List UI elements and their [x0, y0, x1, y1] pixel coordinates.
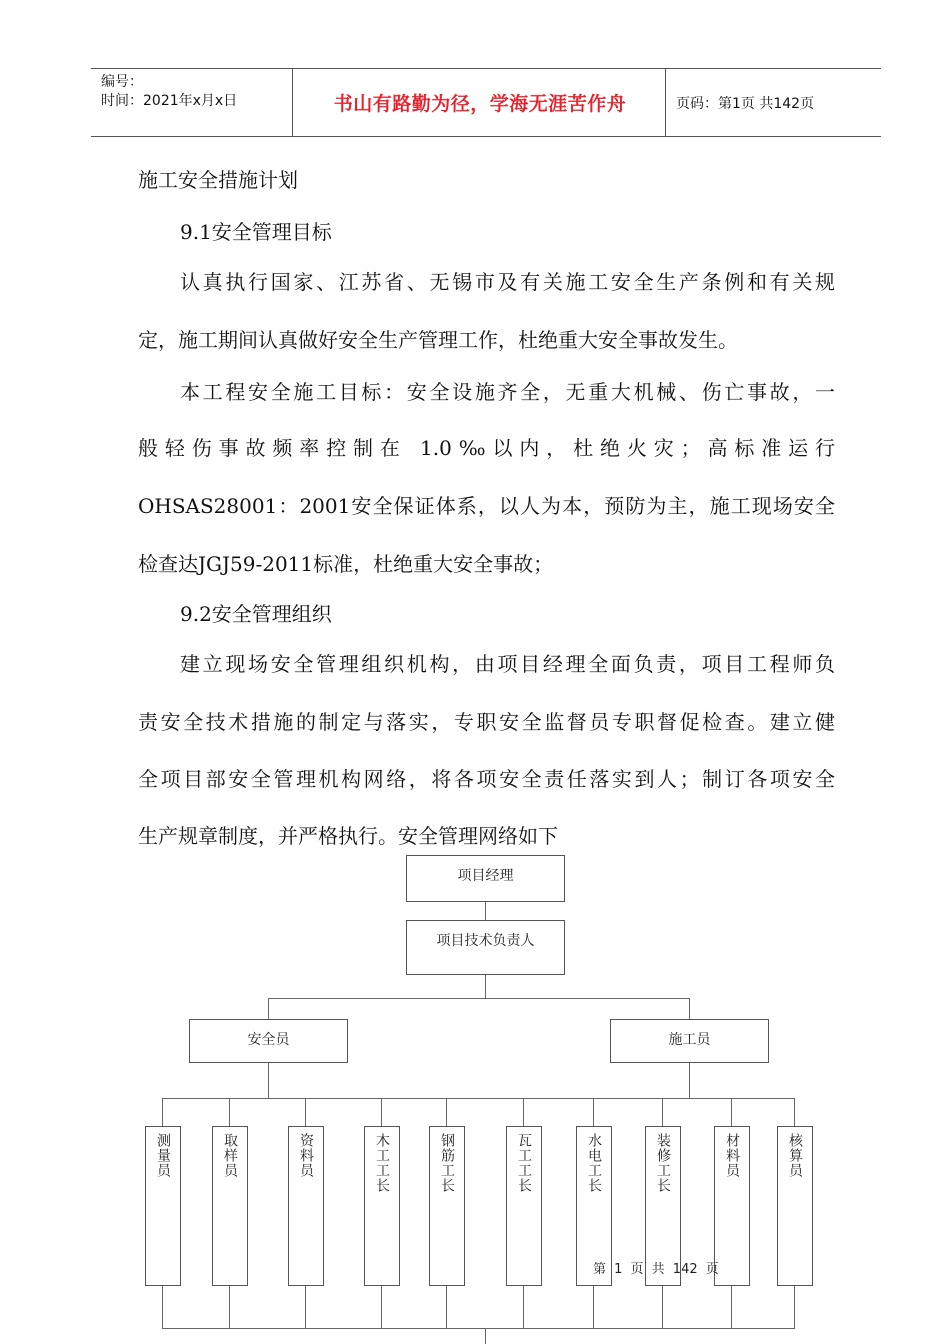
org-leaf-carpentry-foreman — [364, 1126, 400, 1286]
connector-line — [305, 1284, 306, 1328]
org-leaf-label: 水电工长 — [586, 1133, 602, 1193]
org-leaf-label: 装修工长 — [655, 1133, 671, 1193]
org-leaf-masonry-foreman — [506, 1126, 542, 1286]
page-header — [91, 68, 881, 137]
org-node-construction-officer — [610, 1019, 769, 1063]
connector-line — [229, 1098, 230, 1126]
org-leaf-label: 材料员 — [724, 1133, 740, 1178]
connector-line — [662, 1098, 663, 1126]
connector-line — [381, 1284, 382, 1328]
org-node-safety-officer — [189, 1019, 348, 1063]
header-divider — [292, 69, 293, 136]
org-leaf-rebar-foreman — [429, 1126, 465, 1286]
paragraph-line: OHSAS28001：2001安全保证体系，以人为本，预防为主，施工现场安全 — [138, 494, 835, 518]
org-leaf-label: 资料员 — [298, 1133, 314, 1178]
connector-line — [162, 1098, 163, 1126]
org-leaf-label: 测量员 — [155, 1133, 171, 1178]
header-meta — [101, 73, 237, 111]
header-page-info: 页码：第1页 共142页 — [676, 96, 815, 112]
paragraph-line: 全项目部安全管理机构网络，将各项安全责任落实到人；制订各项安全 — [138, 767, 835, 791]
connector-line — [523, 1284, 524, 1328]
connector-line — [162, 1098, 795, 1099]
paragraph-line: 生产规章制度，并严格执行。安全管理网络如下 — [138, 824, 558, 848]
connector-line — [446, 1098, 447, 1126]
connector-line — [268, 998, 269, 1019]
document-time: 时间：2021年x月x日 — [101, 93, 238, 109]
org-node-label: 项目经理 — [457, 868, 514, 884]
paragraph-line: 认真执行国家、江苏省、无锡市及有关施工安全生产条例和有关规 — [180, 270, 835, 294]
connector-line — [593, 1284, 594, 1328]
org-leaf-surveyor — [145, 1126, 181, 1286]
org-node-label: 安全员 — [247, 1032, 290, 1048]
org-leaf-label: 钢筋工长 — [439, 1133, 455, 1193]
connector-line — [794, 1098, 795, 1126]
paragraph-line: 般轻伤事故频率控制在 1.0‰以内，杜绝火灾；高标准运行 — [138, 436, 835, 460]
connector-line — [731, 1098, 732, 1126]
connector-line — [162, 1328, 795, 1329]
org-leaf-label: 取样员 — [222, 1133, 238, 1178]
org-leaf-documenter — [288, 1126, 324, 1286]
connector-line — [662, 1284, 663, 1328]
connector-line — [523, 1098, 524, 1126]
connector-line — [485, 1328, 486, 1344]
page-footer-number: 第 1 页 共 142 页 — [593, 1262, 719, 1277]
connector-line — [305, 1098, 306, 1126]
connector-line — [485, 974, 486, 998]
paragraph-line: 建立现场安全管理组织机构，由项目经理全面负责，项目工程师负 — [180, 652, 835, 676]
connector-line — [485, 901, 486, 920]
paragraph-line: 定，施工期间认真做好安全生产管理工作，杜绝重大安全事故发生。 — [138, 328, 738, 352]
org-leaf-label: 核算员 — [787, 1133, 803, 1178]
header-motto: 书山有路勤为径，学海无涯苦作舟 — [333, 93, 627, 115]
org-node-label: 项目技术负责人 — [436, 933, 535, 949]
connector-line — [162, 1284, 163, 1328]
header-divider — [665, 69, 666, 136]
org-leaf-cost-accountant — [777, 1126, 813, 1286]
connector-line — [593, 1098, 594, 1126]
org-leaf-sampler — [212, 1126, 248, 1286]
org-leaf-label: 瓦工工长 — [516, 1133, 532, 1193]
connector-line — [381, 1098, 382, 1126]
paragraph-line: 检查达JGJ59-2011标准，杜绝重大安全事故； — [138, 552, 554, 576]
heading-9-2: 9.2安全管理组织 — [180, 602, 332, 626]
connector-line — [689, 1062, 690, 1098]
org-node-project-manager — [406, 855, 565, 902]
org-node-label: 施工员 — [668, 1032, 711, 1048]
org-leaf-materials-clerk — [714, 1126, 750, 1286]
connector-line — [731, 1284, 732, 1328]
connector-line — [268, 998, 690, 999]
org-node-technical-lead — [406, 920, 565, 975]
paragraph-line: 本工程安全施工目标：安全设施齐全，无重大机械、伤亡事故，一 — [180, 380, 835, 404]
connector-line — [268, 1062, 269, 1098]
org-leaf-label: 木工工长 — [374, 1133, 390, 1193]
section-title: 施工安全措施计划 — [138, 168, 298, 192]
connector-line — [689, 998, 690, 1019]
document-number: 编号： — [101, 74, 143, 90]
paragraph-line: 责安全技术措施的制定与落实，专职安全监督员专职督促检查。建立健 — [138, 710, 835, 734]
heading-9-1: 9.1安全管理目标 — [180, 220, 332, 244]
connector-line — [229, 1284, 230, 1328]
connector-line — [794, 1284, 795, 1328]
connector-line — [446, 1284, 447, 1328]
